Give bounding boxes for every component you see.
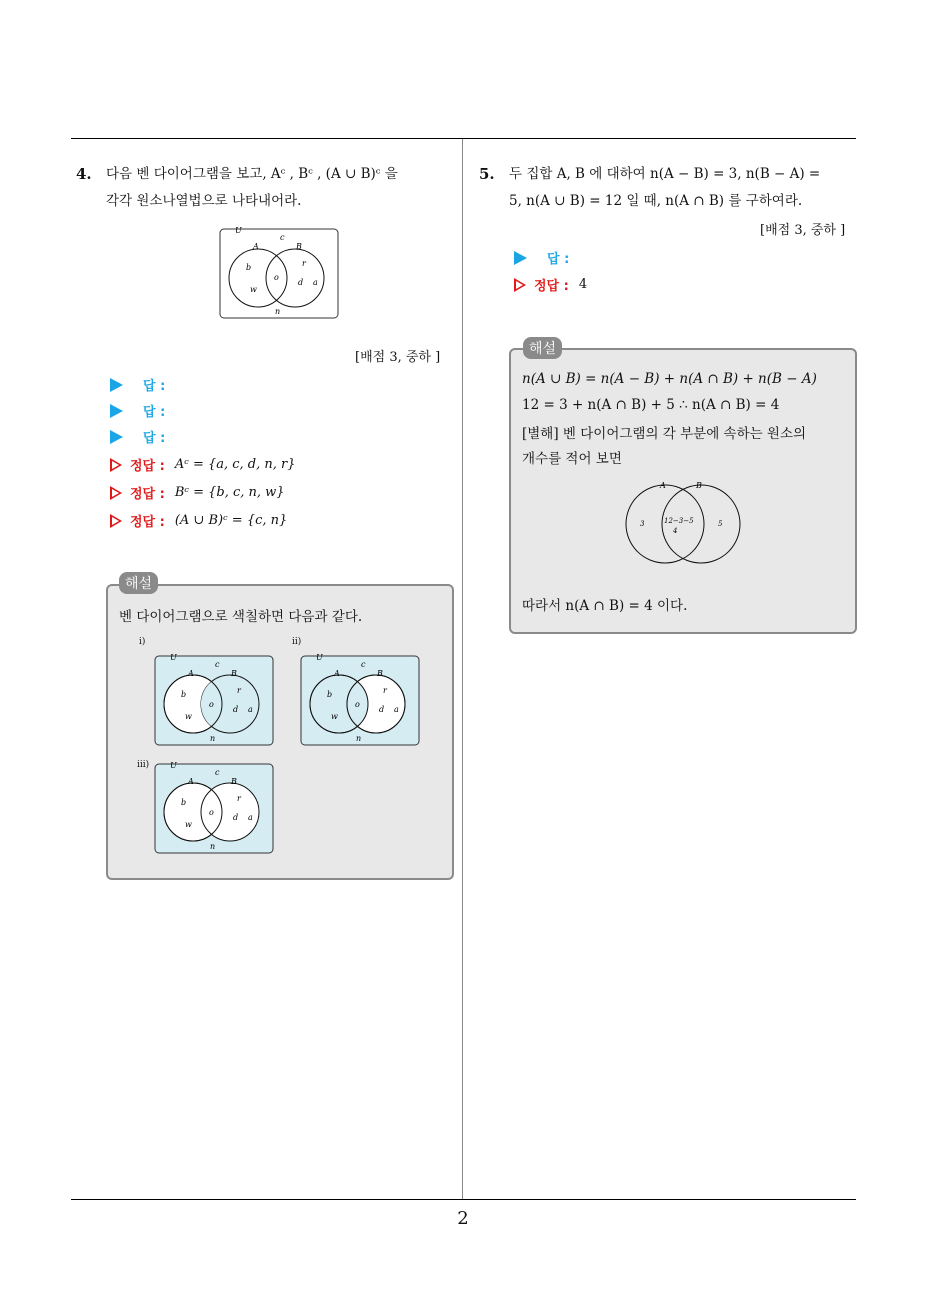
svg-text:A: A	[334, 669, 340, 678]
sub-label-iii: iii)	[137, 760, 150, 770]
svg-text:B: B	[231, 669, 237, 678]
correct-value: (A ∪ B)ᶜ = {c, n}	[174, 513, 288, 528]
svg-text:a: a	[248, 813, 253, 822]
bottom-rule	[71, 1199, 856, 1200]
q4-text	[106, 161, 456, 215]
outline-triangle-icon	[110, 514, 122, 528]
venn-c: c	[280, 233, 285, 242]
top-rule	[71, 138, 856, 139]
svg-text:r: r	[383, 686, 387, 695]
svg-text:o: o	[355, 700, 360, 709]
svg-text:w: w	[185, 712, 192, 721]
answer-label: 답 :	[143, 405, 166, 420]
venn-d: d	[298, 278, 304, 287]
venn-w: w	[250, 285, 257, 294]
svg-text:U: U	[170, 653, 177, 662]
column-divider	[462, 139, 463, 1199]
play-triangle-icon	[514, 251, 527, 265]
play-triangle-icon	[110, 404, 123, 418]
svg-text:b: b	[181, 798, 187, 807]
answer-label: 답 :	[547, 252, 570, 267]
correct-value: Bᶜ = {b, c, n, w}	[174, 485, 285, 500]
svg-text:a: a	[394, 705, 399, 714]
venn-r: r	[302, 259, 306, 268]
svg-text:n: n	[356, 734, 362, 743]
venn-n: n	[275, 307, 281, 316]
svg-text:a: a	[248, 705, 253, 714]
q5-venn-left: 3	[640, 520, 645, 528]
svg-text:o: o	[209, 808, 214, 817]
venn-b: b	[246, 263, 252, 272]
svg-text:b: b	[327, 690, 333, 699]
play-triangle-icon	[110, 430, 123, 444]
q4-venn-diagram	[218, 226, 340, 320]
answer-label: 답 :	[143, 379, 166, 394]
q5-line1: 두 집합 A, B 에 대하여 n(A − B) = 3, n(B − A) =	[509, 166, 821, 182]
svg-text:c: c	[215, 768, 220, 777]
q4-venn-ii	[299, 652, 421, 748]
q4-number: 4.	[76, 165, 92, 183]
q5-text	[509, 161, 859, 215]
correct-label: 정답 :	[130, 459, 165, 474]
q5-venn-B: B	[696, 481, 702, 490]
svg-text:B: B	[377, 669, 383, 678]
svg-text:c: c	[215, 660, 220, 669]
svg-text:B: B	[231, 777, 237, 786]
svg-text:U: U	[170, 761, 177, 770]
outline-triangle-icon	[110, 486, 122, 500]
q5-venn-right: 5	[718, 520, 723, 528]
answer-label: 답 :	[143, 431, 166, 446]
svg-text:r: r	[237, 686, 241, 695]
q4-score: [배점 3, 중하 ]	[355, 350, 441, 365]
q5-venn-mid-top: 12−3−5	[664, 517, 694, 525]
correct-value: Aᶜ = {a, c, d, n, r}	[174, 457, 296, 472]
play-triangle-icon	[110, 378, 123, 392]
q4-venn-iii	[153, 760, 275, 856]
correct-label: 정답 :	[534, 279, 569, 294]
svg-text:c: c	[361, 660, 366, 669]
svg-text:o: o	[209, 700, 214, 709]
svg-text:w: w	[185, 820, 192, 829]
venn-B: B	[296, 242, 302, 251]
q5-solution-line-3: [별해] 벤 다이어그램의 각 부분에 속하는 원소의	[522, 426, 807, 442]
q4-solution-tag: 해설	[119, 572, 158, 594]
page-number: 2	[457, 1208, 469, 1229]
q4-line1: 다음 벤 다이어그램을 보고, Aᶜ , Bᶜ , (A ∪ B)ᶜ 을	[106, 166, 398, 182]
svg-text:r: r	[237, 794, 241, 803]
svg-text:A: A	[188, 669, 194, 678]
q4-correct-row-1	[110, 455, 296, 474]
q5-solution-line-2: 12 = 3 + n(A ∩ B) + 5 ∴ n(A ∩ B) = 4	[522, 397, 780, 413]
svg-text:U: U	[316, 653, 323, 662]
q5-solution-tag: 해설	[523, 337, 562, 359]
q5-line2: 5, n(A ∪ B) = 12 일 때, n(A ∩ B) 를 구하여라.	[509, 193, 803, 209]
q5-correct-row	[514, 275, 587, 294]
q4-venn-i	[153, 652, 275, 748]
venn-A: A	[253, 242, 259, 251]
correct-value: 4	[578, 277, 588, 292]
svg-text:b: b	[181, 690, 187, 699]
venn-o: o	[274, 273, 279, 282]
sub-label-ii: ii)	[292, 637, 302, 647]
q4-answer-row-1	[110, 375, 165, 394]
q5-conclusion: 따라서 n(A ∩ B) = 4 이다.	[522, 598, 688, 614]
q5-venn-diagram	[620, 478, 746, 568]
q5-score: [배점 3, 중하 ]	[760, 223, 846, 238]
svg-text:A: A	[188, 777, 194, 786]
q4-answer-row-2	[110, 401, 165, 420]
q5-venn-A: A	[660, 481, 666, 490]
outline-triangle-icon	[110, 458, 122, 472]
q5-solution-line-4: 개수를 적어 보면	[522, 451, 622, 467]
svg-text:d: d	[379, 705, 385, 714]
svg-text:n: n	[210, 734, 216, 743]
venn-a: a	[313, 278, 318, 287]
q5-solution-line-1: n(A ∪ B) = n(A − B) + n(A ∩ B) + n(B − A)	[522, 371, 817, 387]
svg-text:d: d	[233, 813, 239, 822]
q5-number: 5.	[479, 165, 495, 183]
outline-triangle-icon	[514, 278, 526, 292]
svg-text:d: d	[233, 705, 239, 714]
q4-correct-row-3	[110, 511, 287, 530]
q4-correct-row-2	[110, 483, 285, 502]
q4-line2: 각각 원소나열법으로 나타내어라.	[106, 193, 302, 209]
q5-venn-mid-bottom: 4	[673, 527, 678, 535]
venn-U: U	[235, 226, 242, 235]
correct-label: 정답 :	[130, 515, 165, 530]
q4-answer-row-3	[110, 427, 165, 446]
svg-text:w: w	[331, 712, 338, 721]
correct-label: 정답 :	[130, 487, 165, 502]
q4-solution-text: 벤 다이어그램으로 색칠하면 다음과 같다.	[119, 609, 363, 625]
q5-answer-row	[514, 248, 569, 267]
sub-label-i: i)	[139, 637, 146, 647]
svg-text:n: n	[210, 842, 216, 851]
